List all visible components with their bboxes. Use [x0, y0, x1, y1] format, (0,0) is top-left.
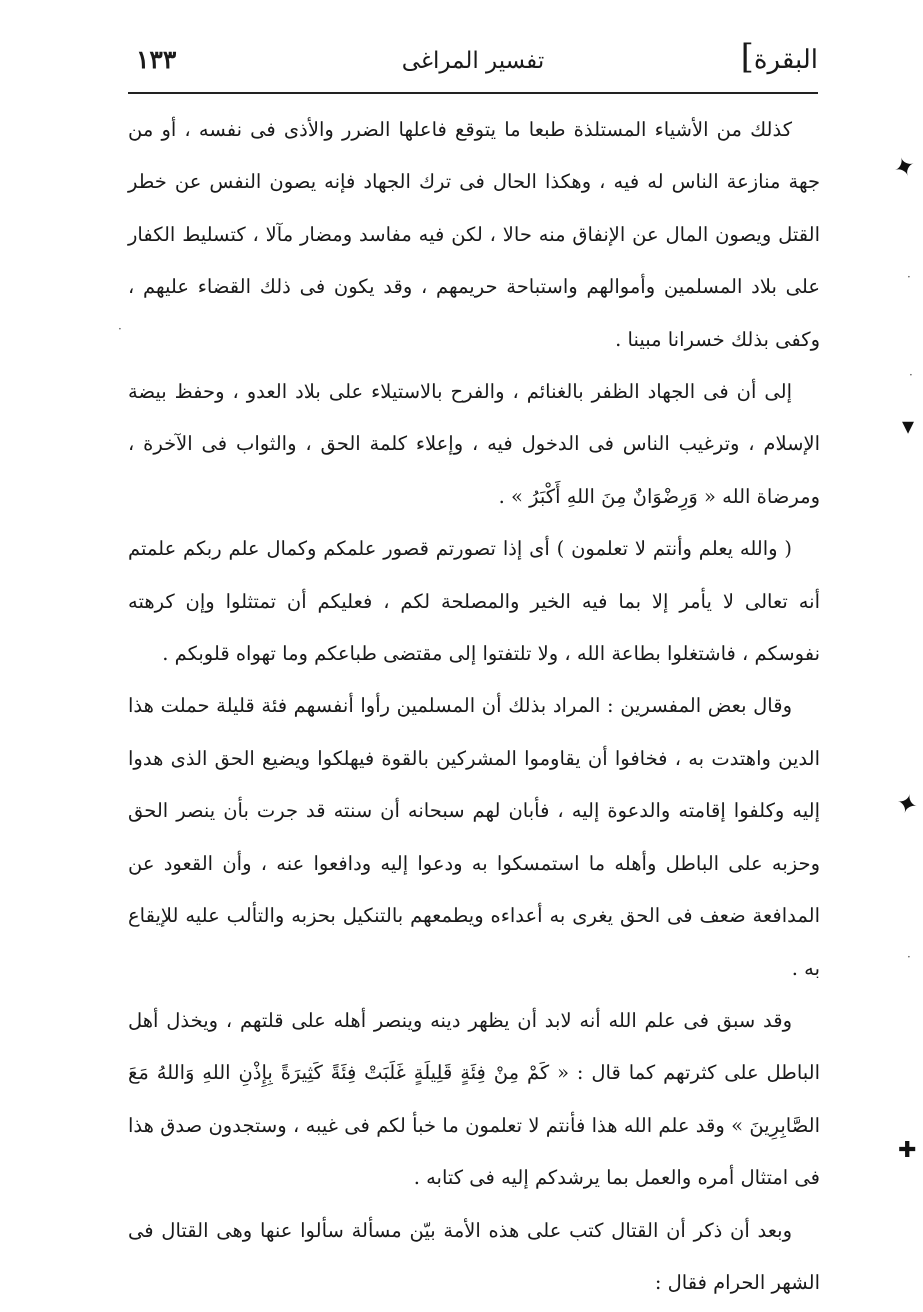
margin-ink-mark: ✦ — [892, 787, 922, 823]
paragraph-6: وبعد أن ذكر أن القتال كتب على هذه الأمة بيّن مسألة سألوا عنها وهى القتال فى الشهر الحرام فقال : — [128, 1218, 820, 1294]
scan-speck: · — [909, 368, 913, 382]
paragraph-4: وقال بعض المفسرين : المراد بذلك أن المسلمين رأوا أنفسهم فئة قليلة حملت هذا الدين واهتدت به ، فخافوا أن يقاوموا المشركين بالقوة فيهلكوا ويضيع الحق الذى هدوا إليه وكلفوا إقامته والدعوة إليه ، فأبان لهم سبحانه أن سنته قد جرت بأن ينصر الحق وحزبه على الباطل وأهله ما استمسكوا به ودعوا إليه ودافعوا عنه ، وأن القعود عن المدافعة ضعف فى الحق يغرى به أعداءه ويطمعهم بالتنكيل بحزبه والتألب عليه للإيقاع به . — [128, 694, 820, 980]
scan-speck: · — [118, 322, 122, 336]
header-bracket: ] — [740, 37, 754, 77]
running-header — [128, 38, 818, 88]
surah-label: البقرة — [753, 45, 818, 75]
book-title: تفسير المراغى — [401, 48, 545, 74]
paragraph-3: ( والله يعلم وأنتم لا تعلمون ) أى إذا تصورتم قصور علمكم وكمال علم ربكم علمتم أنه تعالى لا يأمر إلا بما فيه الخير والمصلحة لكم ، فعليكم أن تمتثلوا وإن كرهته نفوسكم ، فاشتغلوا بطاعة الله ، ولا تلتفتوا إلى مقتضى طباعكم وما تهواه قلوبكم . — [128, 537, 820, 666]
margin-ink-mark: ✚ — [898, 1138, 917, 1163]
page-number: ١٣٣ — [136, 45, 177, 74]
paragraph-2: إلى أن فى الجهاد الظفر بالغنائم ، والفرح بالاستيلاء على بلاد العدو ، وحفظ بيضة الإسلام ، وترغيب الناس فى الدخول فيه ، وإعلاء كلمة الحق ، والثواب فى الآخرة ، ومرضاة الله « وَرِضْوَانٌ مِنَ اللهِ أَكْبَرُ » . — [128, 380, 820, 508]
header-divider — [128, 92, 818, 94]
paragraph-1: كذلك من الأشياء المستلذة طبعا ما يتوقع فاعلها الضرر والأذى فى نفسه ، أو من جهة منازعة الناس له فيه ، وهكذا الحال فى ترك الجهاد فإنه يصون النفس عن خطر القتل ويصون المال عن الإنفاق منه حالا ، لكن فيه مفاسد ومضار مآلا ، كتسليط الكفار على بلاد المسلمين وأموالهم واستباحة حريمهم ، وقد يكون فى ذلك القضاء عليهم ، وكفى بذلك خسرانا مبينا . — [128, 118, 820, 351]
scan-speck: · — [907, 950, 911, 964]
body-text — [128, 104, 820, 1309]
margin-ink-mark: ▾ — [902, 412, 915, 440]
margin-ink-mark: ✦ — [889, 150, 921, 186]
paragraph-5: وقد سبق فى علم الله أنه لابد أن يظهر دينه وينصر أهله على قلتهم ، ويخذل أهل الباطل على كثرتهم كما قال : « كَمْ مِنْ فِئَةٍ قَلِيلَةٍ غَلَبَتْ فِئَةً كَثِيرَةً بِإِذْنِ اللهِ وَاللهُ مَعَ الصَّابِرِينَ » وقد علم الله هذا فأنتم لا تعلمون ما خبأ لكم فى غيبه ، وستجدون صدق هذا فى امتثال أمره والعمل بما يرشدكم إليه فى كتابه . — [128, 1008, 820, 1190]
scan-speck: · — [907, 270, 911, 284]
